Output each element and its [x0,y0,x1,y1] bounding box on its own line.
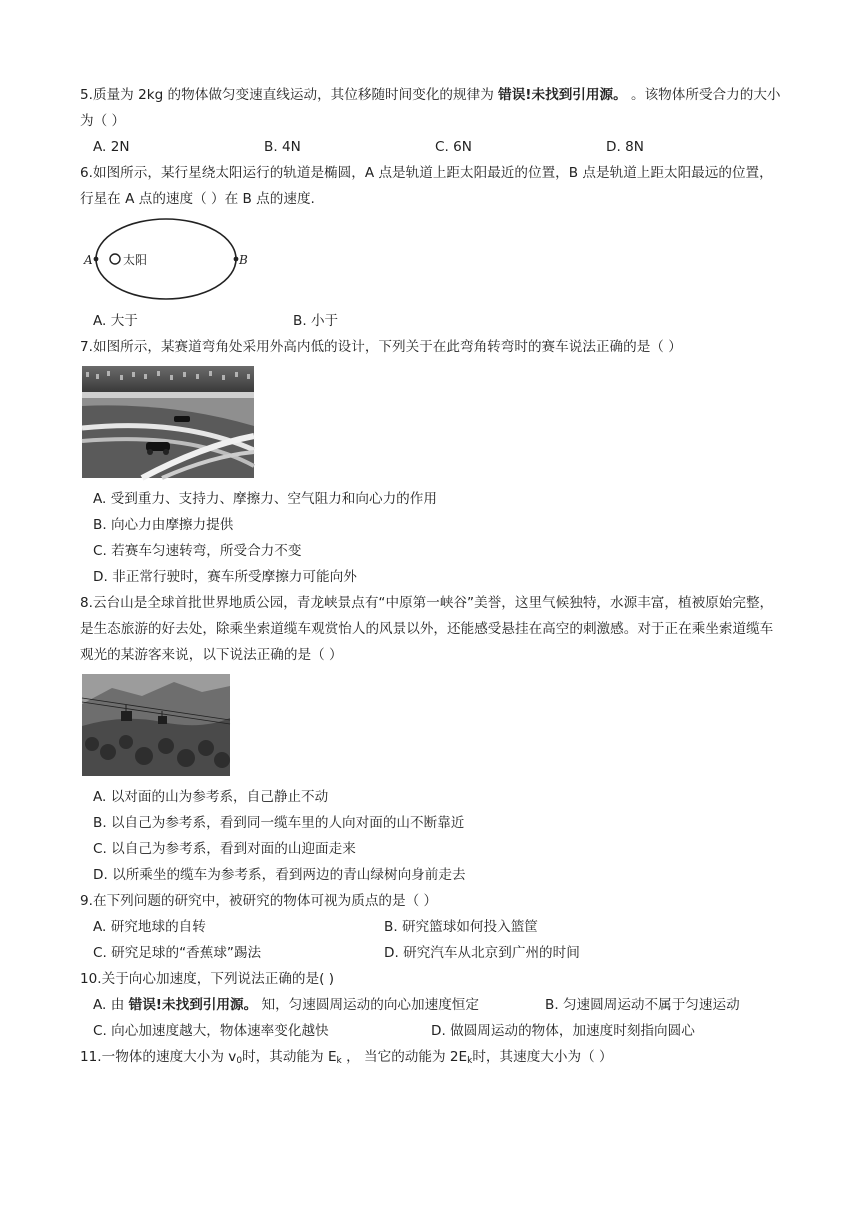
option-c: C. 研究足球的“香蕉球”踢法 [93,945,262,961]
point-a-label: A [84,253,93,267]
sun-icon [110,254,120,264]
option-a-text: 知，匀速圆周运动的向心加速度恒定 [257,997,479,1013]
race-car [174,416,190,422]
option-b: B. 匀速圆周运动不属于匀速运动 [545,997,740,1013]
orbit-diagram [84,216,248,302]
option-d: D. 研究汽车从北京到广州的时间 [384,945,580,961]
option-a: A. 研究地球的自转 [93,919,206,935]
question-10-options-row-1 [80,992,785,1018]
option-c: C. 6N [435,139,472,155]
point-b-dot [234,257,239,262]
subscript: k [467,1056,473,1066]
question-7 [80,334,785,590]
sun-label: 太阳 [123,253,148,267]
option-a: A. 2N [93,139,130,155]
exam-page [80,82,785,1074]
question-8-options [80,784,785,888]
option-b: B. 以自己为参考系，看到同一缆车里的人向对面的山不断靠近 [93,815,465,831]
option-b: B. 小于 [293,313,339,329]
subscript: 0 [236,1056,243,1066]
question-6-stem: 6.如图所示，某行星绕太阳运行的轨道是椭圆，A 点是轨道上距太阳最近的位置，B 点是轨道上距太阳最远的位置，行星在 A 点的速度（ ）在 B 点的速度. [80,165,773,207]
question-5 [80,82,785,160]
question-6-options [80,308,785,334]
point-a-dot [94,257,99,262]
option-a: A. 以对面的山为参考系，自己静止不动 [93,789,329,805]
option-b: B. 研究篮球如何投入篮筐 [384,919,538,935]
question-10-options-row-2 [80,1018,785,1044]
option-c: C. 向心加速度越大，物体速率变化越快 [93,1023,329,1039]
question-5-options [80,134,785,160]
subscript: k [336,1056,342,1066]
option-a-text: A. 由 [93,997,129,1013]
question-9-options [80,914,785,966]
option-d: D. 非正常行驶时，赛车所受摩擦力可能向外 [93,569,357,585]
cable-car [121,711,132,721]
option-a: A. 大于 [93,313,138,329]
option-c: C. 以自己为参考系，看到对面的山迎面走来 [93,841,356,857]
q11-text: 11.一物体的速度大小为 v [80,1049,237,1065]
question-10 [80,966,785,1044]
question-8 [80,590,785,888]
cable-car [158,716,167,724]
q5-stem-part: 。该物体所受合力的大小为（ ） [80,87,781,129]
q11-text: 时，其速度大小为（ ） [472,1049,613,1065]
option-a: A. 受到重力、支持力、摩擦力、空气阻力和向心力的作用 [93,491,437,507]
option-b: B. 4N [264,139,301,155]
reference-error: 错误!未找到引用源。 [128,997,258,1013]
option-d: D. 以所乘坐的缆车为参考系，看到两边的青山绿树向身前走去 [93,867,466,883]
cable-car-photo [82,674,230,776]
question-11-stem [80,1044,785,1074]
racetrack-photo [82,366,254,478]
orbit-ellipse [96,219,236,299]
option-d: D. 8N [606,139,644,155]
option-b: B. 向心力由摩擦力提供 [93,517,234,533]
question-9 [80,888,785,966]
question-9-stem: 9.在下列问题的研究中，被研究的物体可视为质点的是（ ） [80,893,438,909]
q11-text: ， 当它的动能为 2E [341,1049,468,1065]
question-7-options [80,486,785,590]
option-c: C. 若赛车匀速转弯，所受合力不变 [93,543,302,559]
question-7-stem: 7.如图所示，某赛道弯角处采用外高内低的设计，下列关于在此弯角转弯时的赛车说法正确的是（ ） [80,339,682,355]
question-8-stem: 8.云台山是全球首批世界地质公园，青龙峡景点有“中原第一峡谷”美誉，这里气候独特，水源丰富，植被原始完整，是生态旅游的好去处，除乘坐索道缆车观赏怡人的风景以外，还能感受悬挂在高空的刺激感。对于正在乘坐索道缆车观光的某游客来说，以下说法正确的是（ ） [80,595,774,663]
question-6 [80,160,785,334]
question-11 [80,1044,785,1074]
option-d: D. 做圆周运动的物体，加速度时刻指向圆心 [431,1023,695,1039]
option-a [93,992,545,1018]
point-b-label: B [239,253,248,267]
reference-error: 错误!未找到引用源。 [498,87,627,103]
q11-text: 时，其动能为 E [242,1049,337,1065]
q5-stem-part: 5.质量为 2kg 的物体做匀变速直线运动，其位移随时间变化的规律为 [80,87,499,103]
question-5-stem [80,82,785,134]
question-10-stem: 10.关于向心加速度，下列说法正确的是( ) [80,971,335,987]
